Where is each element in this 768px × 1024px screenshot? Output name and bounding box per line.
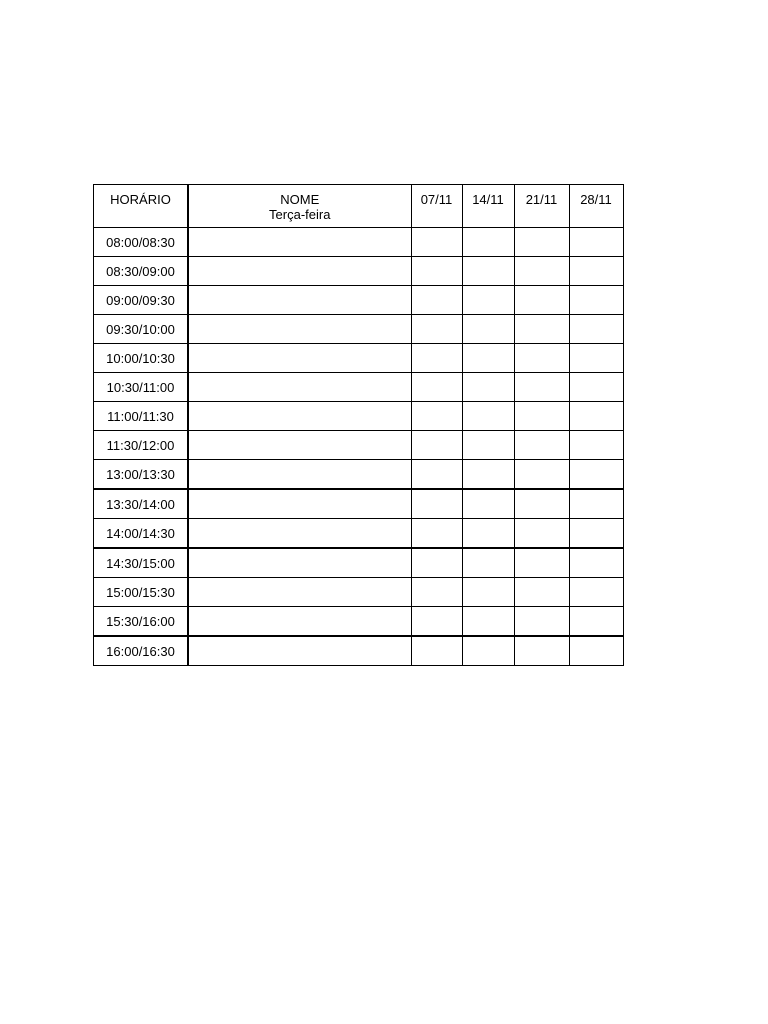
date-cell-3[interactable] (514, 286, 569, 315)
date-cell-2[interactable] (462, 578, 514, 607)
header-weekday-label: Terça-feira (269, 207, 331, 222)
time-slot-cell: 08:30/09:00 (94, 257, 189, 286)
table-row (94, 548, 624, 578)
time-slot-cell: 15:30/16:00 (94, 607, 189, 637)
date-cell-4[interactable] (569, 373, 623, 402)
date-cell-3[interactable] (514, 607, 569, 637)
date-cell-2[interactable] (462, 460, 514, 490)
time-slot-cell: 13:30/14:00 (94, 489, 189, 519)
time-slot-cell: 13:00/13:30 (94, 460, 189, 490)
date-cell-3[interactable] (514, 489, 569, 519)
date-cell-2[interactable] (462, 548, 514, 578)
table-header (94, 185, 624, 228)
date-cell-2[interactable] (462, 489, 514, 519)
schedule-sheet (93, 184, 624, 666)
name-cell[interactable] (188, 431, 411, 460)
date-cell-1[interactable] (411, 489, 462, 519)
date-cell-3[interactable] (514, 402, 569, 431)
table-row (94, 373, 624, 402)
time-slot-cell: 15:00/15:30 (94, 578, 189, 607)
date-cell-1[interactable] (411, 460, 462, 490)
date-cell-1[interactable] (411, 607, 462, 637)
time-slot-cell: 11:00/11:30 (94, 402, 189, 431)
header-date-2: 14/11 (462, 185, 514, 228)
date-cell-3[interactable] (514, 636, 569, 666)
name-cell[interactable] (188, 519, 411, 549)
date-cell-4[interactable] (569, 489, 623, 519)
date-cell-1[interactable] (411, 315, 462, 344)
date-cell-2[interactable] (462, 257, 514, 286)
date-cell-2[interactable] (462, 344, 514, 373)
date-cell-4[interactable] (569, 286, 623, 315)
date-cell-2[interactable] (462, 373, 514, 402)
date-cell-1[interactable] (411, 519, 462, 549)
header-time: HORÁRIO (94, 185, 189, 228)
date-cell-4[interactable] (569, 607, 623, 637)
table-row (94, 315, 624, 344)
name-cell[interactable] (188, 257, 411, 286)
date-cell-3[interactable] (514, 519, 569, 549)
date-cell-2[interactable] (462, 431, 514, 460)
name-cell[interactable] (188, 402, 411, 431)
name-cell[interactable] (188, 548, 411, 578)
date-cell-3[interactable] (514, 228, 569, 257)
time-slot-cell: 10:00/10:30 (94, 344, 189, 373)
name-cell[interactable] (188, 460, 411, 490)
table-row (94, 519, 624, 549)
table-row (94, 636, 624, 666)
table-row (94, 257, 624, 286)
date-cell-1[interactable] (411, 402, 462, 431)
header-date-3: 21/11 (514, 185, 569, 228)
date-cell-1[interactable] (411, 344, 462, 373)
date-cell-3[interactable] (514, 460, 569, 490)
date-cell-4[interactable] (569, 315, 623, 344)
date-cell-3[interactable] (514, 548, 569, 578)
header-name (188, 185, 411, 228)
name-cell[interactable] (188, 607, 411, 637)
date-cell-4[interactable] (569, 228, 623, 257)
name-cell[interactable] (188, 636, 411, 666)
table-row (94, 228, 624, 257)
time-slot-cell: 11:30/12:00 (94, 431, 189, 460)
date-cell-4[interactable] (569, 431, 623, 460)
date-cell-4[interactable] (569, 402, 623, 431)
date-cell-2[interactable] (462, 315, 514, 344)
name-cell[interactable] (188, 228, 411, 257)
date-cell-1[interactable] (411, 228, 462, 257)
date-cell-3[interactable] (514, 373, 569, 402)
date-cell-2[interactable] (462, 286, 514, 315)
time-slot-cell: 08:00/08:30 (94, 228, 189, 257)
date-cell-2[interactable] (462, 228, 514, 257)
table-body (94, 228, 624, 666)
date-cell-2[interactable] (462, 636, 514, 666)
header-row (94, 185, 624, 228)
table-row (94, 489, 624, 519)
table-row (94, 286, 624, 315)
date-cell-4[interactable] (569, 344, 623, 373)
date-cell-2[interactable] (462, 402, 514, 431)
date-cell-1[interactable] (411, 286, 462, 315)
time-slot-cell: 16:00/16:30 (94, 636, 189, 666)
date-cell-4[interactable] (569, 548, 623, 578)
table-row (94, 460, 624, 490)
date-cell-4[interactable] (569, 257, 623, 286)
date-cell-4[interactable] (569, 578, 623, 607)
name-cell[interactable] (188, 315, 411, 344)
date-cell-1[interactable] (411, 257, 462, 286)
name-cell[interactable] (188, 578, 411, 607)
date-cell-3[interactable] (514, 315, 569, 344)
date-cell-2[interactable] (462, 607, 514, 637)
time-slot-cell: 14:30/15:00 (94, 548, 189, 578)
date-cell-3[interactable] (514, 344, 569, 373)
time-slot-cell: 14:00/14:30 (94, 519, 189, 549)
date-cell-1[interactable] (411, 431, 462, 460)
date-cell-4[interactable] (569, 636, 623, 666)
schedule-table (93, 184, 624, 666)
table-row (94, 578, 624, 607)
header-name-label: NOME (280, 192, 320, 207)
name-cell[interactable] (188, 489, 411, 519)
header-date-1: 07/11 (411, 185, 462, 228)
time-slot-cell: 09:00/09:30 (94, 286, 189, 315)
name-cell[interactable] (188, 373, 411, 402)
date-cell-3[interactable] (514, 257, 569, 286)
table-row (94, 344, 624, 373)
date-cell-4[interactable] (569, 460, 623, 490)
header-date-4: 28/11 (569, 185, 623, 228)
date-cell-1[interactable] (411, 578, 462, 607)
date-cell-1[interactable] (411, 373, 462, 402)
table-row (94, 607, 624, 637)
date-cell-3[interactable] (514, 431, 569, 460)
table-row (94, 431, 624, 460)
date-cell-1[interactable] (411, 548, 462, 578)
date-cell-3[interactable] (514, 578, 569, 607)
name-cell[interactable] (188, 344, 411, 373)
date-cell-2[interactable] (462, 519, 514, 549)
date-cell-1[interactable] (411, 636, 462, 666)
name-cell[interactable] (188, 286, 411, 315)
time-slot-cell: 10:30/11:00 (94, 373, 189, 402)
table-row (94, 402, 624, 431)
time-slot-cell: 09:30/10:00 (94, 315, 189, 344)
date-cell-4[interactable] (569, 519, 623, 549)
